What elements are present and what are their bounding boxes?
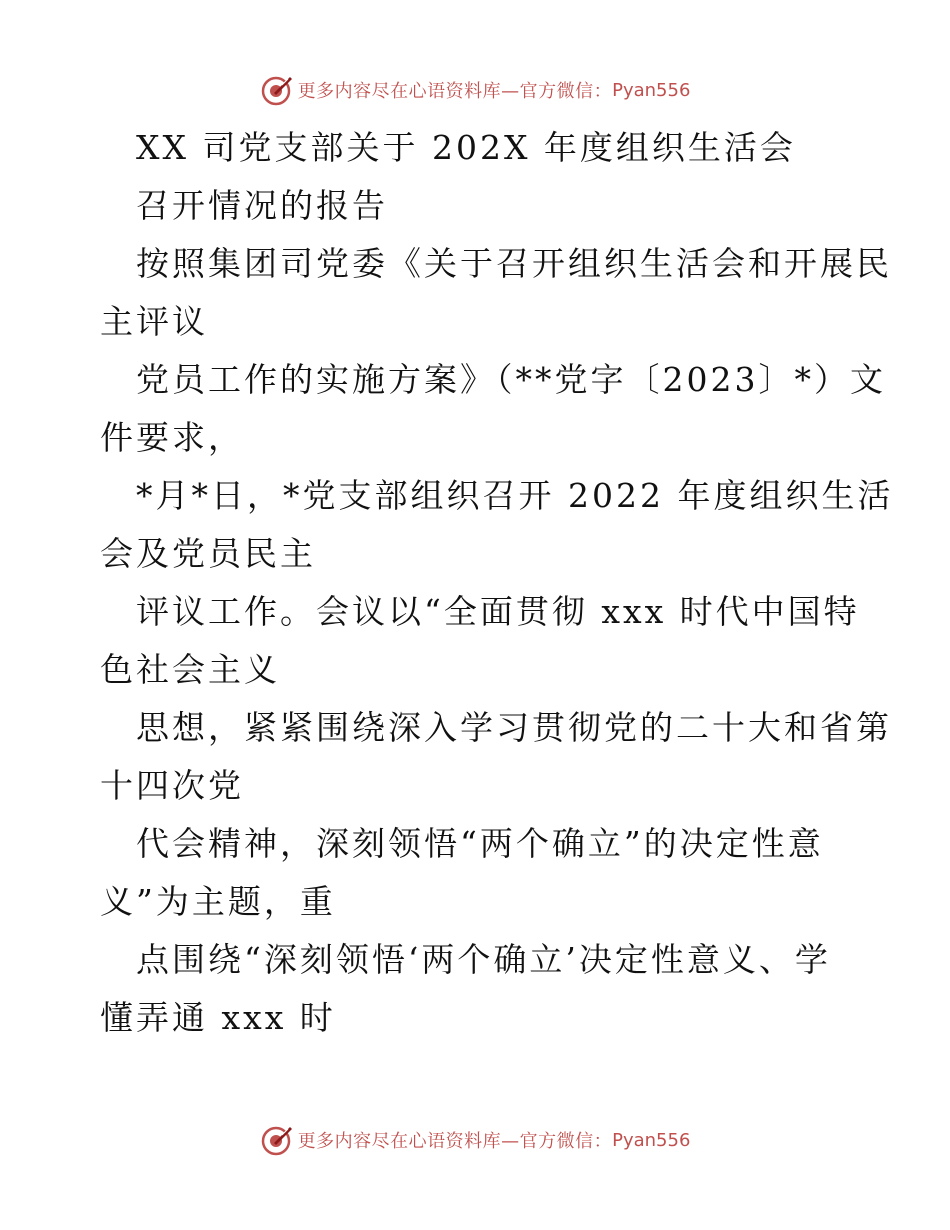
footer-watermark: [0, 1120, 950, 1160]
text-line: *月*日，*党支部组织召开 2022 年度组织生活: [136, 476, 894, 515]
text-line: 义”为主题，重: [100, 882, 336, 921]
watermark-text: 更多内容尽在心语资料库—官方微信：: [297, 1131, 613, 1152]
text-line: 按照集团司党委《关于召开组织生活会和开展民: [136, 244, 892, 283]
watermark-account: Pyan556: [612, 79, 691, 101]
text-line: 主评议: [100, 302, 208, 341]
quill-logo-icon: [260, 73, 294, 107]
text-line: 点围绕“深刻领悟‘两个确立’决定性意义、学: [136, 940, 831, 979]
watermark-text: 更多内容尽在心语资料库—官方微信：: [297, 81, 613, 102]
text-line: 十四次党: [100, 766, 244, 805]
text-line: 思想，紧紧围绕深入学习贯彻党的二十大和省第: [136, 708, 892, 747]
text-line: 件要求，: [100, 418, 244, 457]
text-line: XX 司党支部关于 202X 年度组织生活会: [136, 128, 796, 167]
watermark-account: Pyan556: [612, 1129, 691, 1151]
text-line: 懂弄通 xxx 时: [100, 998, 336, 1037]
text-line: 色社会主义: [100, 650, 280, 689]
quill-logo-icon: [260, 1123, 294, 1157]
header-watermark: [0, 70, 950, 110]
text-line: 评议工作。会议以“全面贯彻 xxx 时代中国特: [136, 592, 860, 631]
text-line: 会及党员民主: [100, 534, 316, 573]
text-line: 召开情况的报告: [136, 186, 388, 225]
text-line: 党员工作的实施方案》（**党字〔2023〕*）文: [136, 360, 886, 399]
text-line: 代会精神，深刻领悟“两个确立”的决定性意: [136, 824, 824, 863]
